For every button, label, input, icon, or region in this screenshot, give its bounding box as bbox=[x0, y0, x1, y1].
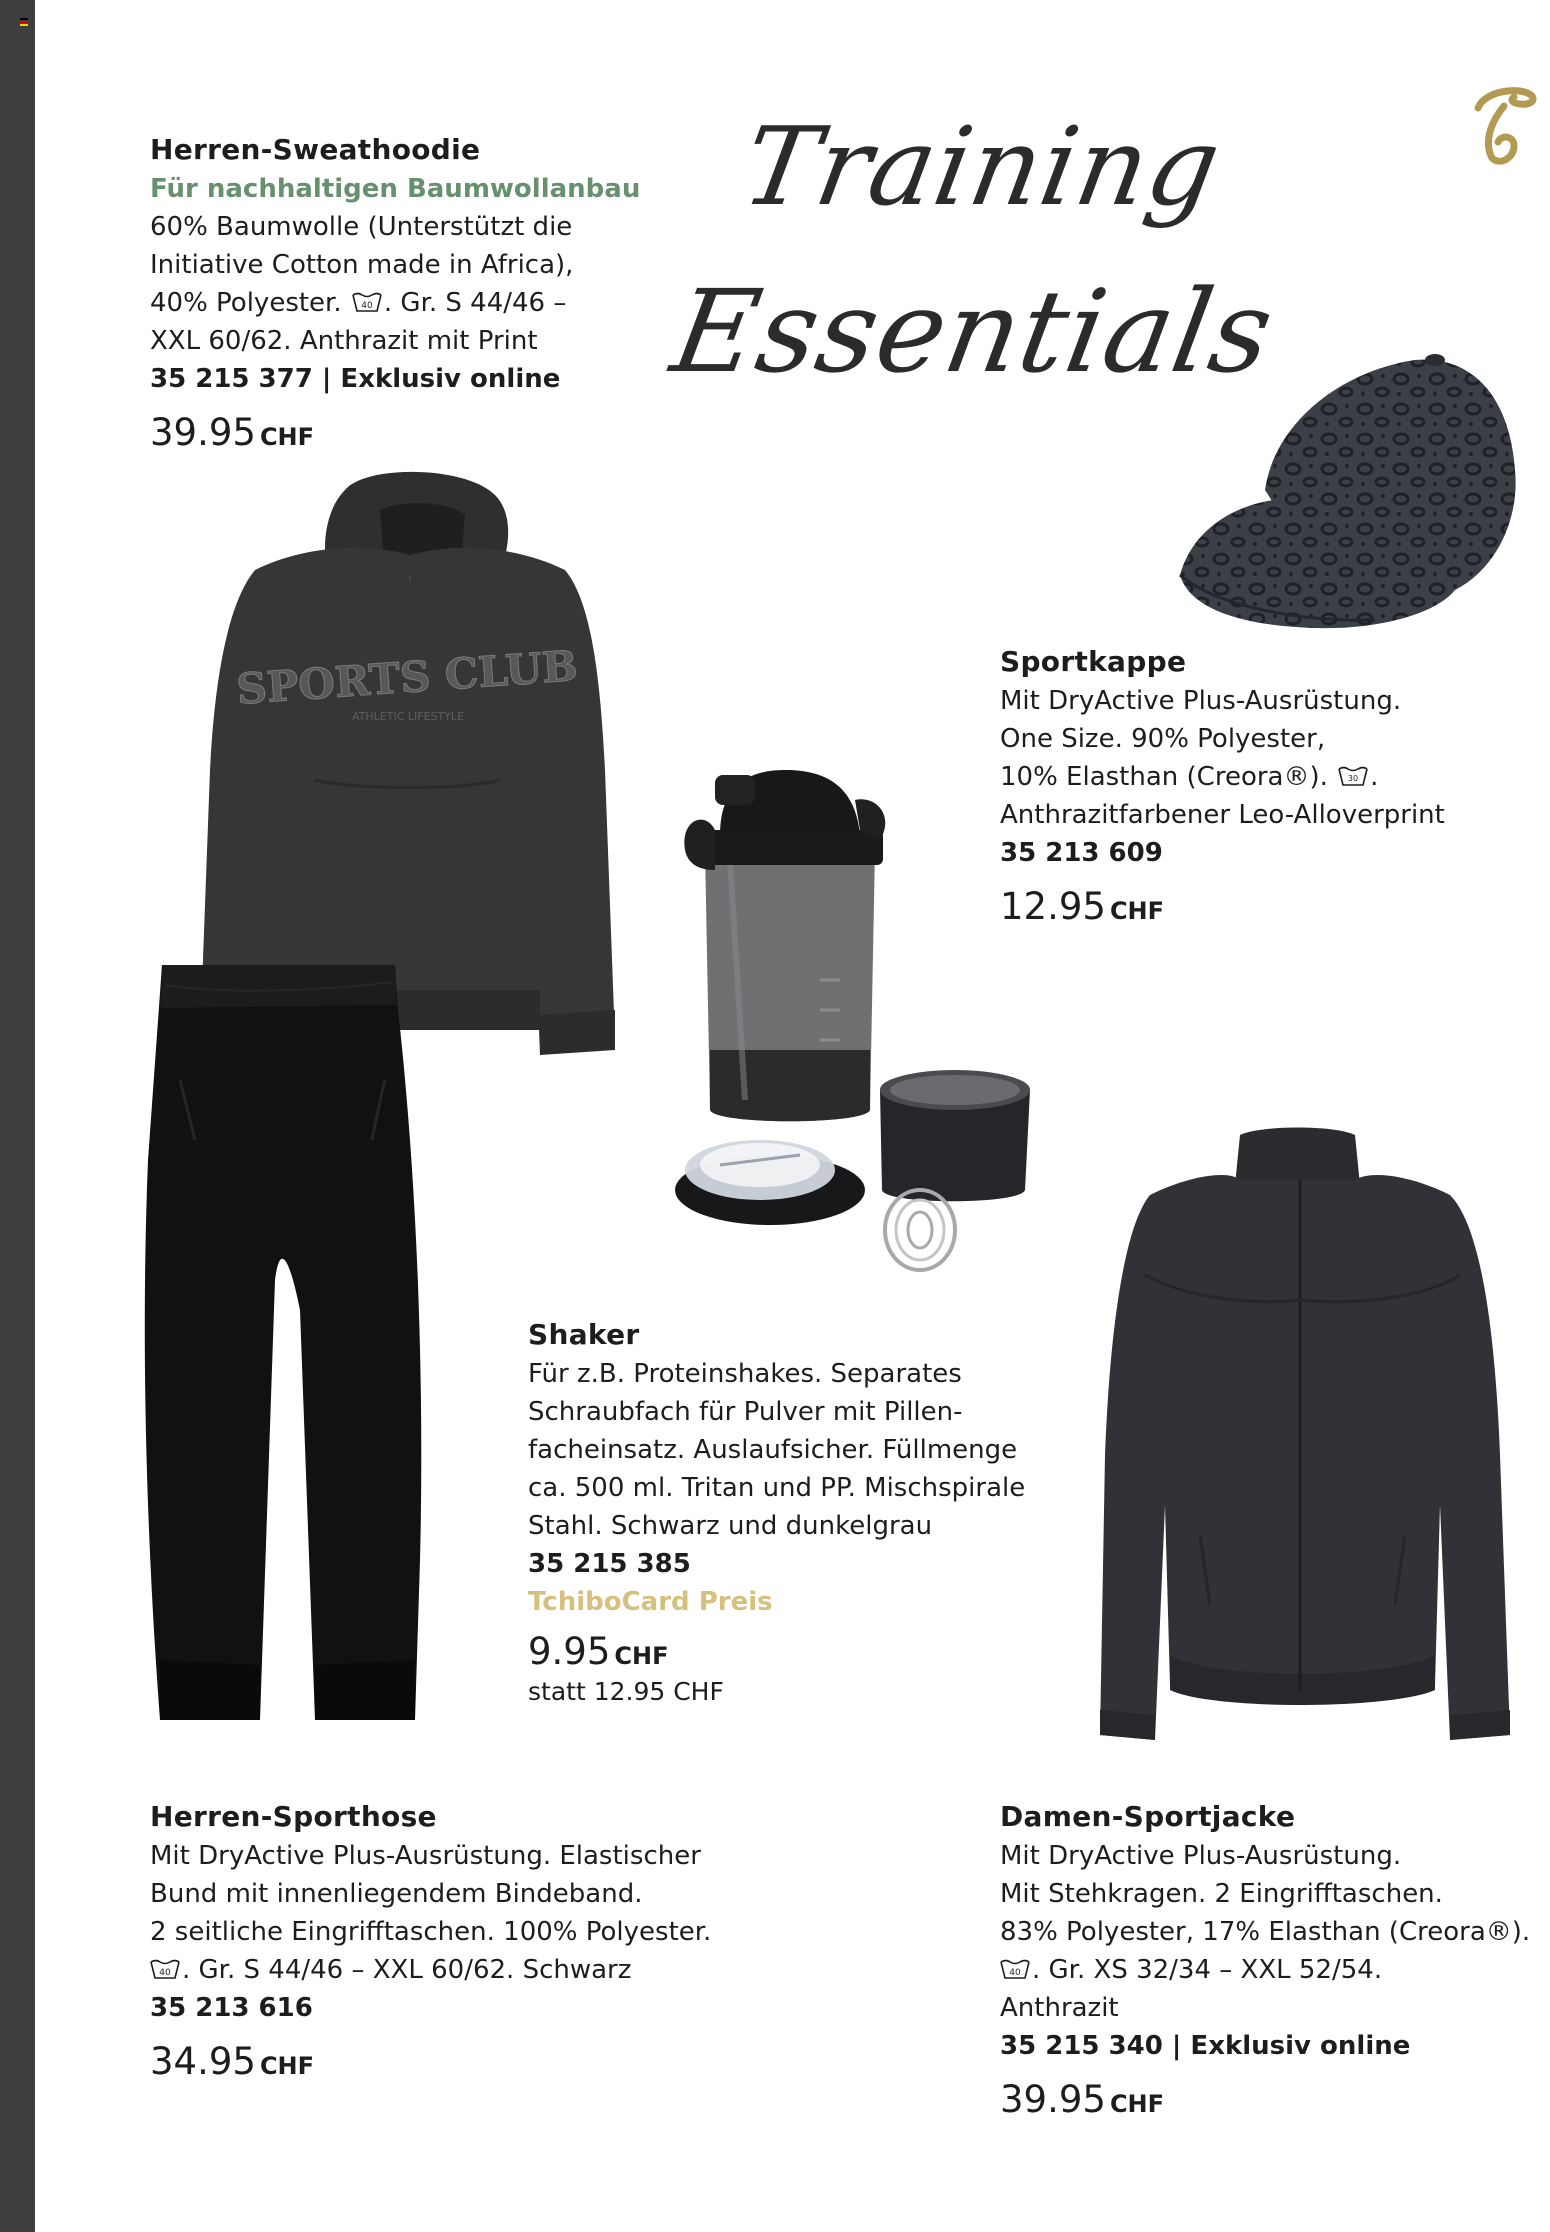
product-desc: . Gr. S 44/46 – bbox=[383, 288, 567, 318]
wash-40-icon bbox=[150, 1959, 180, 1979]
product-name: Damen-Sportjacke bbox=[1000, 1800, 1296, 1833]
price bbox=[528, 1629, 1025, 1675]
price bbox=[1000, 2077, 1530, 2123]
product-desc: 10% Elasthan (Creora®). bbox=[1000, 762, 1328, 792]
product-name: Shaker bbox=[528, 1318, 640, 1351]
headline-line2: Essentials bbox=[663, 265, 1284, 398]
product-cap bbox=[1000, 642, 1445, 930]
price-amount: 39.95 bbox=[150, 411, 256, 454]
product-desc: 40% Polyester. bbox=[150, 288, 342, 318]
product-shaker bbox=[528, 1315, 1025, 1709]
svg-text:40: 40 bbox=[1009, 1968, 1021, 1978]
product-desc: Anthrazit bbox=[1000, 1993, 1119, 2023]
product-desc: Mit DryActive Plus-Ausrüstung. Elastischer bbox=[150, 1841, 701, 1871]
tchibo-bean-logo-icon bbox=[1470, 78, 1540, 168]
price-amount: 34.95 bbox=[150, 2040, 256, 2083]
product-pants bbox=[150, 1797, 711, 2085]
price bbox=[1000, 884, 1445, 930]
product-desc-with-care bbox=[150, 1951, 711, 1989]
product-jacket bbox=[1000, 1797, 1530, 2123]
product-subtitle: Für nachhaltigen Baumwollanbau bbox=[150, 174, 641, 204]
article-number: 35 215 385 bbox=[528, 1549, 691, 1579]
wash-40-icon bbox=[352, 292, 382, 312]
article-number: 35 213 616 bbox=[150, 1993, 313, 2023]
product-hoodie bbox=[150, 130, 640, 456]
product-desc: 2 seitliche Eingrifftaschen. 100% Polyester. bbox=[150, 1917, 712, 1947]
headline-line1: Training bbox=[733, 105, 1230, 230]
price-currency: CHF bbox=[259, 423, 315, 451]
headline bbox=[663, 105, 1284, 435]
product-desc: Mit DryActive Plus-Ausrüstung. bbox=[1000, 686, 1402, 716]
product-desc: facheinsatz. Auslaufsicher. Füllmenge bbox=[528, 1435, 1018, 1465]
svg-text:30: 30 bbox=[1348, 774, 1359, 783]
hoodie-print-sub: ATHLETIC LIFESTYLE bbox=[351, 710, 465, 723]
cap-image bbox=[1175, 340, 1520, 640]
product-desc: Mit Stehkragen. 2 Eingrifftaschen. bbox=[1000, 1879, 1443, 1909]
product-desc: ca. 500 ml. Tritan und PP. Mischspirale bbox=[528, 1473, 1026, 1503]
product-desc: Mit DryActive Plus-Ausrüstung. bbox=[1000, 1841, 1402, 1871]
tchibocard-price-label: TchiboCard Preis bbox=[528, 1587, 773, 1617]
pants-image bbox=[140, 960, 430, 1720]
price-amount: 9.95 bbox=[528, 1630, 611, 1673]
original-price: statt 12.95 CHF bbox=[528, 1677, 724, 1706]
price-amount: 39.95 bbox=[1000, 2078, 1106, 2121]
product-desc: Initiative Cotton made in Africa), bbox=[150, 250, 574, 280]
product-desc: Schraubfach für Pulver mit Pillen- bbox=[528, 1397, 963, 1427]
article-number: 35 215 340 | Exklusiv online bbox=[1000, 2031, 1411, 2061]
jacket-image bbox=[1090, 1125, 1520, 1750]
price-currency: CHF bbox=[614, 1642, 669, 1670]
price-currency: CHF bbox=[1109, 2090, 1165, 2118]
product-desc: . Gr. XS 32/34 – XXL 52/54. bbox=[1032, 1955, 1383, 1985]
product-desc: XXL 60/62. Anthrazit mit Print bbox=[150, 326, 538, 356]
price-currency: CHF bbox=[1109, 897, 1165, 925]
flag-icon bbox=[20, 18, 28, 26]
product-desc: Anthrazitfarbener Leo-Alloverprint bbox=[1000, 800, 1445, 830]
article-number: 35 215 377 | Exklusiv online bbox=[150, 364, 561, 394]
product-desc: One Size. 90% Polyester, bbox=[1000, 724, 1326, 754]
svg-text:40: 40 bbox=[361, 301, 373, 311]
product-desc: Für z.B. Proteinshakes. Separates bbox=[528, 1359, 962, 1389]
product-name: Herren-Sporthose bbox=[150, 1800, 437, 1833]
product-desc: . bbox=[1370, 762, 1379, 792]
price bbox=[150, 410, 640, 456]
product-name: Sportkappe bbox=[1000, 645, 1187, 678]
hoodie-print-main: SPORTS CLUB bbox=[234, 641, 580, 714]
svg-text:40: 40 bbox=[159, 1968, 171, 1978]
price-amount: 12.95 bbox=[1000, 885, 1106, 928]
price bbox=[150, 2039, 711, 2085]
article-number: 35 213 609 bbox=[1000, 838, 1163, 868]
wash-30-gentle-icon bbox=[1338, 766, 1368, 786]
page-spine bbox=[0, 0, 35, 2232]
product-desc-with-care bbox=[1000, 1951, 1530, 1989]
product-desc: Bund mit innenliegendem Bindeband. bbox=[150, 1879, 643, 1909]
price-currency: CHF bbox=[259, 2052, 315, 2080]
product-desc-with-care bbox=[1000, 758, 1445, 796]
product-desc-with-care bbox=[150, 284, 640, 322]
product-desc: 83% Polyester, 17% Elasthan (Creora®). bbox=[1000, 1917, 1531, 1947]
product-name: Herren-Sweathoodie bbox=[150, 133, 481, 166]
shaker-image bbox=[660, 760, 1060, 1310]
product-desc: 60% Baumwolle (Unterstützt die bbox=[150, 212, 573, 242]
product-desc: . Gr. S 44/46 – XXL 60/62. Schwarz bbox=[182, 1955, 632, 1985]
wash-40-icon bbox=[1000, 1959, 1030, 1979]
product-desc: Stahl. Schwarz und dunkelgrau bbox=[528, 1511, 933, 1541]
